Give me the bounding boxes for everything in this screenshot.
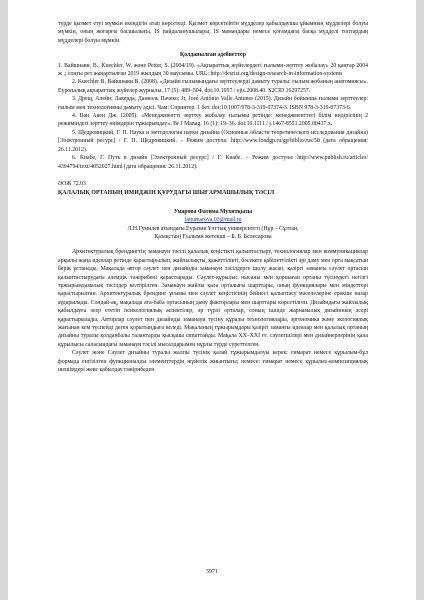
affiliation-line: Л.Н.Гумилев атындағы Еуразия Ұлттық университеті (Нұр – Сұлтан,	[127, 225, 299, 232]
reference-item: 2. Kuechler В, Вайшнави В. (2008). «Дизайн ғылымындағы зерттеулерді дамыту туралы: ғылым жобаның анатомиясы». Еуропалық ақпараттық жүйелер журналы. 17 (5): 489–504. doi:10.1057 / ejis.2008.40. S2CID 16297257.	[58, 79, 368, 94]
article-title: ҚАЛАЛЫҚ ОРТАНЫҢ ИМИДЖІН ҚҰРУДАҒЫ ШЫҒАРМАШЫЛЫҚ ТӘСІЛ	[58, 190, 275, 197]
page-number: 5971	[206, 569, 218, 575]
intro-paragraph: турде қызмет етуі мүмкін екендігін атап көрсетеді. Қызмет көрсетейтін мүдделер қабылдаушы ұйымның мүдделері болуы мүмкін, оның жоғарғы басшылығы, IS пайдаланушылары, IS мамандары немесе қоғамдағы басқа мүдделі топтардың мүдделері болуы мүмкін.	[58, 21, 368, 44]
author-name: Умарова Фатима Мухитқызы	[173, 208, 253, 215]
body-paragraph: Архитектуралық брендингтің заманауи тәсілі қалалық кеңістікті қалыптастыру, технологиялар мен коммуникациялар арқылы жаңа идеялар ретінде қарастырылып, жайлылықты, қажеттілікті, бәсекеге қабілеттілікті әрі даму мен орта мақсатын берік ұстанады. Мақалада автор сәулет пен дизайнды заманауи тәсілдерге шолу жасап, қазіргі заманғы сәулет ортасын қалыптастырудағы әлемдік тәжірибені қарастырады. Сәулет-құрылыс нысаны мен қоршаған ортаны түсінудегі негізгі тұжырымдамалық тәсілдер келтірілген. Заманауи жайлы қала орталығы шарттары, оның функциялары мен міндеттері қарастырылған. Архитектуралық брендинг ұғымы мен сәулет кеңістігінің бейнесі қалыптасу мәселелеріне ерекше назар аударылады. Сондай-ақ, мақалада ата-баба ортасының даму факторлары мен шарттары көрсетілген. Дизайндағы жайлылық қабылдауға әсер ететін психологиялық аспектілер, әр түрлі орталар, соның ішінде жарнамалық дизайнның әсері қарастырылады. Авторлар сәулет пен дизайнды заманауи түсіну құралы технологиялары, эргономика және экологиялық жағынан кем түспейді деген қорытындыға келеді. Мақаланың тұжырымдары қазіргі заманғы идеялар мен қалалық ортаның дизайны туралы қолданбалы талантарды қысқаша сипаттайды. Мақала XX–XXI ғғ. сәулетшілері мен дизайнерлерінің қала құрылысы саласындағы заманауи тәсілі мысалдарымен нұрлы түрде суреттелген.	[58, 249, 368, 348]
reference-item: 1. Вайшнави, В., Kuechler, W. және Petter, S. (2004/19). «Ақпараттық жүйелердегі ғылыми-зерттеу жобалау» 20 қаңтар 2004 ж .; соңғы рет жаңартылған 2019 жылдың 30 маусымы. URL: http://desrist.org/design-research-in-information-systems	[58, 62, 368, 78]
body-paragraph: Сәулет және Сәулет дизайны туралы жалпы түсінік қалай тұжырымдалуы керек: ғимарат немесе құрылым-бұл формада енгізілген функционалды элементтердің жүйелік жиынтығы; немесе: ғимарат немесе құрылыс-композициялық шешімдері жеке қабылдау.тәжірибеден	[58, 350, 368, 374]
references-title: Қолданылған әдебиеттер	[180, 52, 246, 59]
reference-item: 6. Кнабе, Г. Путь в дизайн [Электронный ресурс] / Г. Кнабе. – Режим доступа: http://www.publish.ru/articles/ 4394794/text/4052027.html (дата обращения: 26.11.2012).	[58, 155, 368, 170]
reference-item: 4. Ван Акен Дж. (2005). «Менеджментті зерттеу жобалау ғылымы ретінде: менеджменттегі білім индірісінің 2 режиміндегі зерттеу өнімдерін тұжырымдау». Br J Manag. 16 (1): 19–36. doi:10.1111 / j.1467-8551.2005.00437.x.	[58, 113, 368, 128]
reference-item: 3. Дрещ, Алейн; Лакерда, Даниэль Пачеко; Jr, José Antônio Valle Antunes (2015). Дизайн бойынша ғылыми зерттеулер: ғылым мен технологияны дамыту әдісі. Чам: Спрингер. 1 бет. doi:10.1007/978-3-319-07374-3. ISBN 978-3-319-07373-6.	[58, 96, 368, 111]
references-list	[58, 62, 368, 171]
author-email-link[interactable]: fatiumarova.03@mail.ru	[184, 217, 242, 224]
document-page	[8, 0, 416, 600]
affiliation-line: Қазақстан) Ғылыми жетекші – Б. Б. Белесарова	[154, 233, 272, 240]
reference-item: 5. Щедровицкий, Г. П. Наука и методология науки дизайна (Основные области теоретического исследования дизайна) [Электронный ресурс] / Г. П. Щедровицкий. – Режим доступа: http://www.fondgp.ru/gp/biblio/rus/58 (дата обращения: 26.11.2012).	[58, 129, 368, 153]
udc-code: ӘОЖ 72.03	[58, 180, 86, 187]
